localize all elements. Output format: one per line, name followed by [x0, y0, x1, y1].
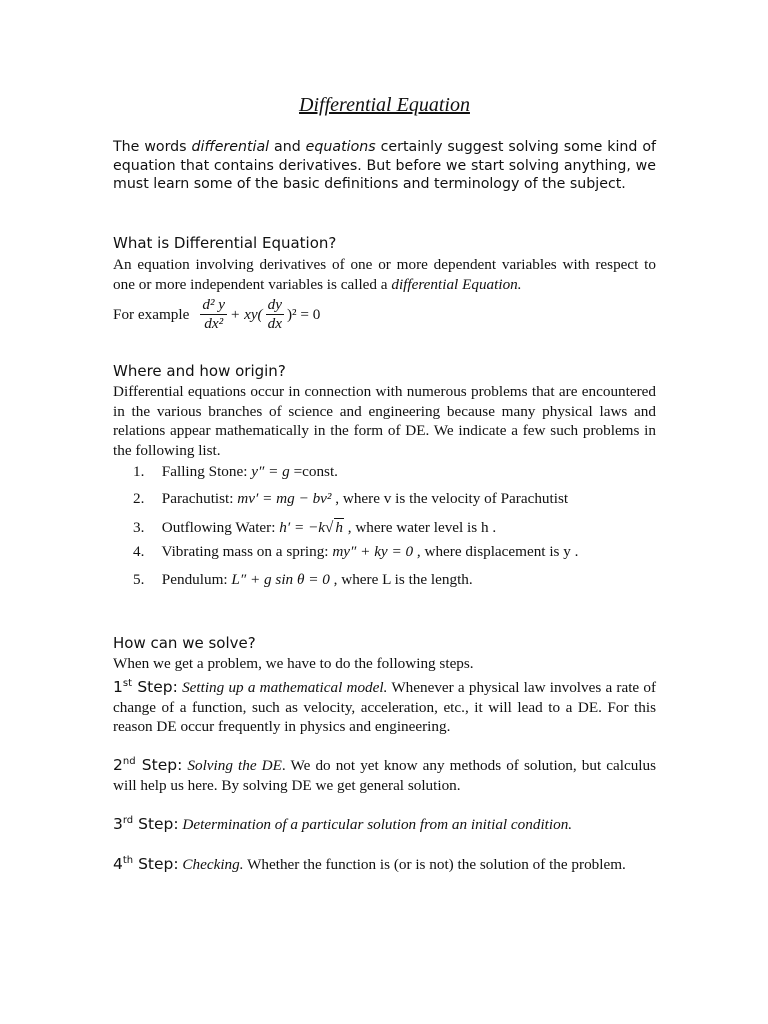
list-item-rest: , where water level is h .: [347, 519, 497, 536]
list-item-label: Parachutist:: [161, 490, 234, 507]
sqrt-argument: h: [335, 519, 343, 536]
fraction-second-derivative: [200, 296, 227, 333]
step-3: [113, 811, 656, 835]
step-ordinal: th: [122, 855, 134, 866]
list-item: [133, 543, 578, 561]
definition-paragraph: [113, 255, 656, 294]
step-number: 4: [113, 855, 123, 874]
list-item-rest: , where L is the length.: [333, 571, 473, 588]
origin-paragraph: Differential equations occur in connection with numerous problems that are encountered in the various branches of science and engineering because many physical laws and relations appear mathematically in the form of DE. We indicate a few such problems in the following list.: [113, 383, 656, 459]
list-item-math: h′ = −k: [279, 519, 325, 536]
list-item: [133, 490, 568, 508]
list-item: [133, 571, 473, 589]
definition-term: differential Equation.: [391, 275, 522, 293]
list-item-math: L″ + g sin θ = 0: [231, 571, 330, 588]
step-ordinal: rd: [122, 815, 134, 826]
page-title: Differential Equation: [299, 94, 470, 116]
step-title: Checking.: [182, 856, 244, 874]
equation-middle: + xy(: [230, 305, 263, 323]
intro-term-equations: equations: [305, 139, 376, 155]
step-4: [113, 851, 656, 875]
step-text: . We do not yet know any methods of solution, but calculus will help us here. By solving DE we get general solution.: [113, 757, 657, 794]
list-item-number: 3.: [133, 519, 145, 536]
intro-paragraph: [113, 138, 656, 194]
list-item-label: Outflowing Water:: [161, 519, 276, 536]
list-item-number: 1.: [133, 463, 145, 480]
list-item-math: my″ + ky = 0: [332, 543, 414, 560]
step-number: 2: [113, 756, 123, 775]
step-word: Step:: [132, 678, 178, 697]
list-item-math: mv′ = mg − bv²: [237, 490, 332, 507]
list-item: [133, 519, 496, 537]
list-item-number: 2.: [133, 490, 145, 507]
step-title: Setting up a mathematical model.: [182, 679, 388, 697]
list-item-label: Vibrating mass on a spring:: [161, 543, 329, 560]
step-title: Determination of a particular solution from an initial condition.: [182, 816, 573, 834]
fraction-first-derivative: [266, 296, 284, 333]
list-item-number: 4.: [133, 543, 145, 560]
intro-term-differential: differential: [191, 139, 270, 155]
step-word: Step:: [133, 815, 179, 834]
list-item-rest: =const.: [293, 463, 338, 480]
step-heading: [113, 678, 178, 696]
section-heading-origin: Where and how origin?: [113, 362, 286, 380]
list-item-label: Falling Stone:: [161, 463, 248, 480]
example-equation: [113, 296, 320, 333]
list-item: [133, 463, 338, 481]
step-word: Step:: [133, 855, 179, 874]
list-item-math: y″ = g: [251, 463, 290, 480]
intro-text-3: certainly suggest solving some kind of equation that contains derivatives. But before we start solving anything, we must learn some of the basic definitions and terminology of the subject.: [113, 139, 657, 192]
list-item-rest: , where v is the velocity of Parachutist: [335, 490, 569, 507]
step-1: [113, 674, 656, 737]
intro-text-2: and: [269, 139, 306, 155]
step-ordinal: nd: [122, 756, 136, 767]
step-text: Whether the function is (or is not) the solution of the problem.: [243, 856, 626, 874]
step-word: Step:: [135, 756, 183, 775]
example-label: For example: [113, 305, 190, 323]
step-text: Whenever a physical law involves a rate of change of a function, such as velocity, acceleration, etc., it will lead to a DE. For this reason DE occur frequently in physics and engineering.: [113, 679, 656, 736]
step-2: [113, 752, 656, 795]
list-item-label: Pendulum:: [161, 571, 228, 588]
list-item-number: 5.: [133, 571, 145, 588]
fraction-denominator: dx: [267, 315, 282, 332]
solve-intro: When we get a problem, we have to do the following steps.: [113, 655, 474, 672]
sqrt-sign: √: [325, 519, 334, 536]
fraction-numerator: dy: [267, 296, 282, 313]
step-heading: [113, 756, 182, 774]
step-heading: [113, 855, 179, 873]
step-title: Solving the DE: [187, 757, 282, 775]
list-item-rest: , where displacement is y .: [416, 543, 579, 560]
step-ordinal: st: [122, 678, 133, 689]
definition-text: An equation involving derivatives of one or more dependent variables with respect to one or more independent variables is called a: [113, 256, 656, 293]
step-number: 3: [113, 815, 123, 834]
fraction-numerator: d² y: [202, 296, 226, 313]
section-heading-what-is: What is Differential Equation?: [113, 234, 337, 252]
step-heading: [113, 815, 179, 833]
step-number: 1: [113, 678, 123, 697]
intro-text-1: The words: [113, 139, 192, 155]
equation-tail: )² = 0: [286, 305, 321, 323]
fraction-denominator: dx²: [204, 315, 224, 332]
section-heading-solve: How can we solve?: [113, 634, 256, 652]
